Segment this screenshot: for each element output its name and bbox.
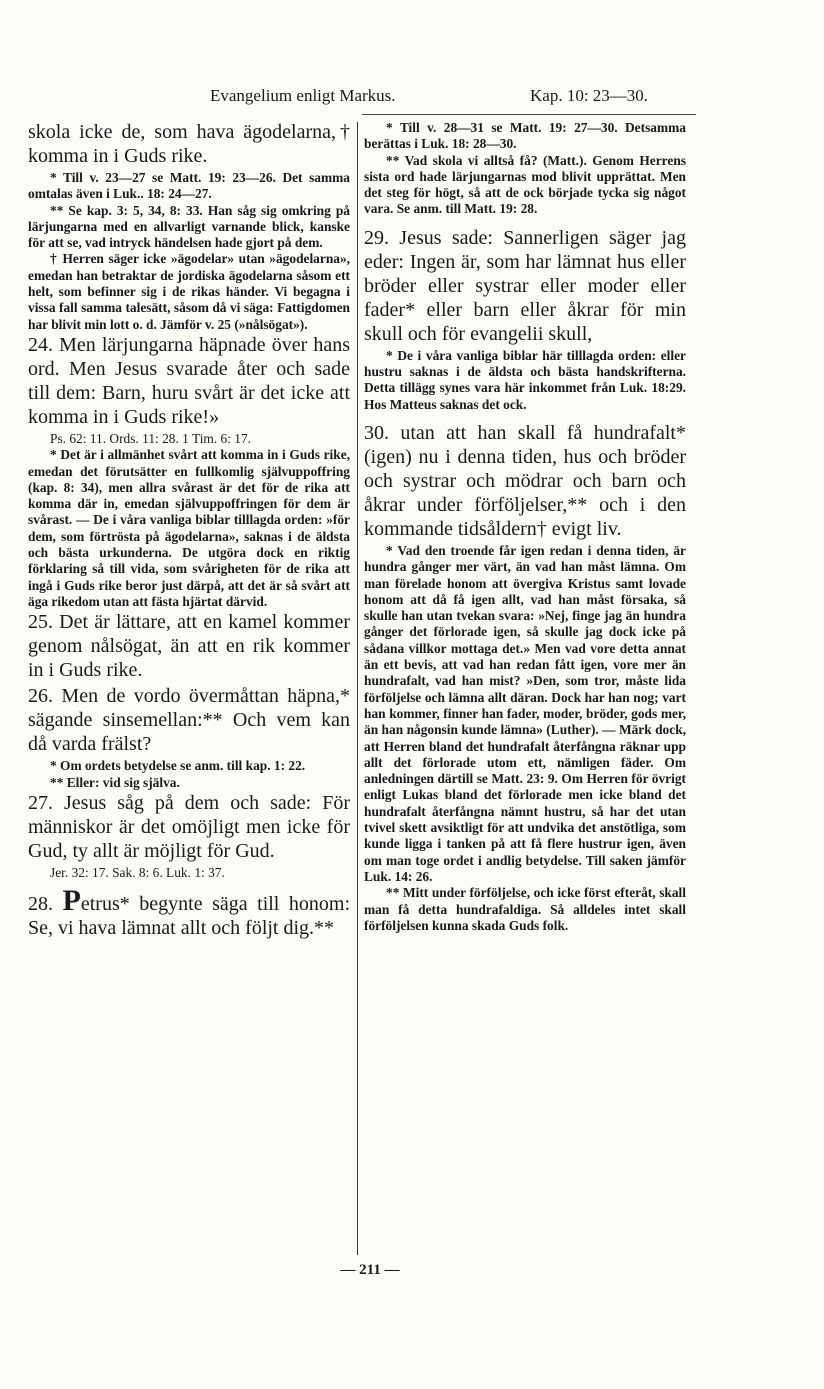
footnote: * Det är i allmänhet svårt att komma in i Guds rike, emedan det förutsätter en fullkomlig självuppoffring (kap. 8: 34), men allra svårast är det för de rika att komma där in, emedan självuppoffringen för dem är svårast. — De i våra vanliga biblar tilllagda orden: »för dem, som förtrösta på ägodelarna», saknas i de äldsta och bästa urkunderna. De utgöra dock en riktig förklaring så till vida, som svårigheten för de rika att ingå i Guds rike beror just därpå, att det är så svårt att äga rikedom utan att fästa hjärtat därvid. bbox=[28, 447, 350, 609]
right-column bbox=[364, 120, 686, 934]
footnote: * Till v. 28—31 se Matt. 19: 27—30. Detsamma berättas i Luk. 18: 28—30. bbox=[364, 120, 686, 152]
running-title: Evangelium enligt Markus. bbox=[210, 86, 396, 105]
verse-30: 30. utan att han skall få hundrafalt* (igen) nu i denna tiden, hus och bröder och systrar och mödrar och barn och åkrar under förföljelser,** och i den kommande tidsåldern† evigt liv. bbox=[364, 421, 686, 540]
verse-27: 27. Jesus såg på dem och sade: För människor är det omöjligt men icke för Gud, ty allt är möjligt för Gud. bbox=[28, 791, 350, 862]
verse-28-text: etrus* begynte säga till honom: Se, vi hava lämnat allt och följt dig.** bbox=[28, 893, 350, 940]
footnote: ** Mitt under förföljelse, och icke först efteråt, skall man få detta hundrafaldiga. Så alldeles intet skall förföljelsen kunna skada Guds folk. bbox=[364, 885, 686, 933]
verse-24: 24. Men lärjungarna häpnade över hans ord. Men Jesus svarade åter och sade till dem: Barn, huru svårt är det icke att komma in i Guds rike!» bbox=[28, 333, 350, 428]
left-column bbox=[28, 120, 350, 942]
verse-29: 29. Jesus sade: Sannerligen säger jag eder: Ingen är, som har lämnat hus eller bröder eller systrar eller moder eller fader* eller barn eller åkrar för min skull och för evangelii skull, bbox=[364, 226, 686, 345]
verse-25: 25. Det är lättare, att en kamel kommer genom nålsögat, än att en rik kommer in i Guds rike. bbox=[28, 611, 350, 682]
footnote: * Om ordets betydelse se anm. till kap. 1: 22. bbox=[50, 758, 306, 774]
cross-reference: Ps. 62: 11. Ords. 11: 28. 1 Tim. 6: 17. bbox=[50, 430, 252, 446]
footnote: * Till v. 23—27 se Matt. 19: 23—26. Det samma omtalas även i Luk.. 18: 24—27. bbox=[28, 170, 350, 202]
footnote: ** Eller: vid sig själva. bbox=[50, 774, 180, 790]
footnote: † Herren säger icke »ägodelar» utan »ägodelarna», emedan han betraktar de jordiska ägodelarna såsom ett helt, som befinner sig i de rikas händer. Vi begagna i vissa fall samma talesätt, såsom då vi säga: Fattigdomen har blivit min lott o. d. Jämför v. 25 (»nålsögat»). bbox=[28, 251, 350, 332]
verse-23-end: skola icke de, som hava ägodelarna,† komma in i Guds rike. bbox=[28, 121, 350, 167]
footnote: * Vad den troende får igen redan i denna tiden, är hundra gånger mer värt, än vad han måst lämna. Om man förelade honom att övergiva Kristus samt lovade honom att då få igen allt, vad han måst försaka, så skulle han utan tvekan svara: »Nej, finge jag än hundra gånger det förlorade igen, så skulle jag dock icke på sådana villkor mottaga det.» Men vad vore detta annat än ett bevis, att vad han redan fått igen, vore mer än hundrafalt, vad han mist? »Den, som tror, måste lida förföljelse och lämna allt däran. Dock har han nog; vart han kommer, finner han fader, moder, bröder, gods mer, än han någonsin kunde lämna» (Luther). — Märk dock, att Herren bland det hundrafalt återfångna räknar upp allt det förlorade utom ett, nämligen fäder. Om anledningen därtill se Matt. 23: 9. Om Herren för övrigt enligt Lukas bland det förlorade men icke bland det hundrafalt återfångna nämnt hustru, så har det utan tvivel skett avsiktligt för att undvika det anstötliga, som kunde ligga i tanken på att få flere hustrur igen, även om man toge ordet i andlig betydelse. Till saken jämför Luk. 14: 26. bbox=[364, 542, 686, 884]
drop-capital: P bbox=[62, 884, 81, 918]
column-divider bbox=[357, 122, 358, 1255]
footnote: ** Vad skola vi alltså få? (Matt.). Genom Herrens sista ord hade lärjungarnas mod blivit upprättat. Men det steg för högt, så att de ock började tycka sig något vara. Se anm. till Matt. 19: 28. bbox=[364, 152, 686, 217]
verse-number: 28. bbox=[28, 893, 53, 916]
page-number: — 211 — bbox=[340, 1262, 400, 1278]
chapter-reference: Kap. 10: 23—30. bbox=[530, 86, 649, 105]
footnote: * De i våra vanliga biblar här tilllagda orden: eller hustru saknas i de äldsta och bästa handskrifterna. Detta tillägg synes vara här inkommet från Luk. 18:29. Hos Matteus saknas det ock. bbox=[364, 347, 686, 412]
header-rule bbox=[362, 114, 696, 115]
footnote: ** Se kap. 3: 5, 34, 8: 33. Han såg sig omkring på lärjungarna med en allvarligt varnande blick, kanske för att se, vad intryck händelsen hade gjort på dem. bbox=[28, 202, 350, 251]
verse-28 bbox=[28, 884, 350, 940]
verse-26: 26. Men de vordo övermåttan häpna,* sägande sinsemellan:** Och vem kan då varda frälst? bbox=[28, 685, 350, 756]
cross-reference: Jer. 32: 17. Sak. 8: 6. Luk. 1: 37. bbox=[50, 864, 225, 880]
